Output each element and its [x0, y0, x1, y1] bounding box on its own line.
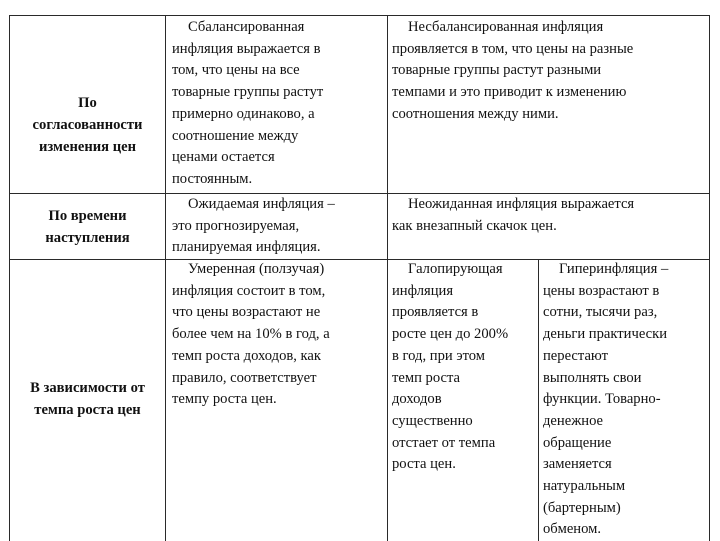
cell-line: планируемая инфляция.	[172, 239, 321, 256]
table-column-divider-2	[387, 15, 388, 541]
cell-line: Ожидаемая инфляция –	[188, 196, 335, 212]
cell-line: соотношения между ними.	[392, 105, 559, 122]
header-line: В зависимости от	[30, 380, 145, 397]
cell-line: товарные группы растут разными	[392, 62, 602, 79]
cell-line: (бартерным)	[543, 499, 621, 516]
hyperinflation-cell	[543, 259, 709, 541]
cell-line: правило, соответствует	[172, 369, 317, 386]
header-line: наступления	[45, 230, 130, 246]
header-line: По времени	[48, 208, 127, 225]
table-column-divider-1	[165, 15, 166, 541]
cell-line: темпу роста цен.	[172, 391, 277, 408]
cell-line: натуральным	[543, 478, 626, 495]
cell-line: выполнять свои	[543, 369, 642, 386]
cell-line: ценами остается	[172, 149, 275, 166]
cell-line: Гиперинфляция –	[559, 261, 669, 277]
cell-line: Сбалансированная	[188, 19, 305, 35]
cell-line: это прогнозируемая,	[172, 217, 300, 234]
cell-line: более чем на 10% в год, а	[172, 326, 330, 343]
cell-line: проявляется в том, что цены на разные	[392, 40, 634, 57]
cell-line: том, что цены на все	[172, 62, 300, 79]
cell-line: в год, при этом	[392, 347, 486, 364]
balanced-inflation-cell	[172, 17, 386, 191]
cell-line: сотни, тысячи раз,	[543, 304, 658, 321]
cell-line: обменом.	[543, 521, 602, 538]
moderate-inflation-cell	[172, 259, 386, 411]
cell-line: инфляция выражается в	[172, 40, 321, 57]
cell-line: постоянным.	[172, 170, 253, 187]
cell-line: денежное	[543, 412, 604, 429]
cell-line: деньги практически	[543, 326, 668, 343]
cell-line: инфляция	[392, 282, 454, 299]
cell-line: отстает от темпа	[392, 434, 496, 451]
cell-line: Умеренная (ползучая)	[188, 261, 325, 277]
header-line: согласованности	[32, 117, 143, 134]
cell-line: цены возрастают в	[543, 282, 660, 299]
cell-line: перестают	[543, 347, 609, 364]
cell-line: функции. Товарно-	[543, 391, 661, 408]
cell-line: что цены возрастают не	[172, 304, 321, 321]
table-column-divider-3	[538, 259, 539, 541]
table-border-right	[709, 15, 710, 541]
cell-line: росте цен до 200%	[392, 326, 509, 343]
cell-line: товарные группы растут	[172, 84, 324, 101]
cell-line: как внезапный скачок цен.	[392, 217, 557, 234]
cell-line: темпами и это приводит к изменению	[392, 84, 627, 101]
cell-line: роста цен.	[392, 456, 456, 473]
header-line: По	[78, 95, 97, 112]
header-line: темпа роста цен	[34, 402, 141, 418]
header-line: изменения цен	[38, 138, 137, 155]
cell-line: доходов	[392, 391, 442, 408]
expected-inflation-cell	[172, 194, 386, 259]
cell-line: соотношение между	[172, 127, 299, 144]
cell-line: темп роста	[392, 369, 461, 386]
cell-line: обращение	[543, 434, 612, 451]
row-header-growth-rate	[10, 260, 165, 540]
cell-line: заменяется	[543, 456, 612, 473]
unexpected-inflation-cell	[392, 194, 708, 237]
cell-line: Несбалансированная инфляция	[408, 19, 604, 35]
cell-line: инфляция состоит в том,	[172, 282, 326, 299]
cell-line: Галопирующая	[408, 261, 503, 277]
cell-line: примерно одинаково, а	[172, 105, 315, 122]
unbalanced-inflation-cell	[392, 17, 708, 126]
cell-line: Неожиданная инфляция выражается	[408, 196, 635, 212]
cell-line: проявляется в	[392, 304, 479, 321]
cell-line: существенно	[392, 412, 473, 429]
row-header-timing	[10, 196, 165, 260]
galloping-inflation-cell	[392, 259, 537, 476]
cell-line: темп роста доходов, как	[172, 347, 321, 364]
